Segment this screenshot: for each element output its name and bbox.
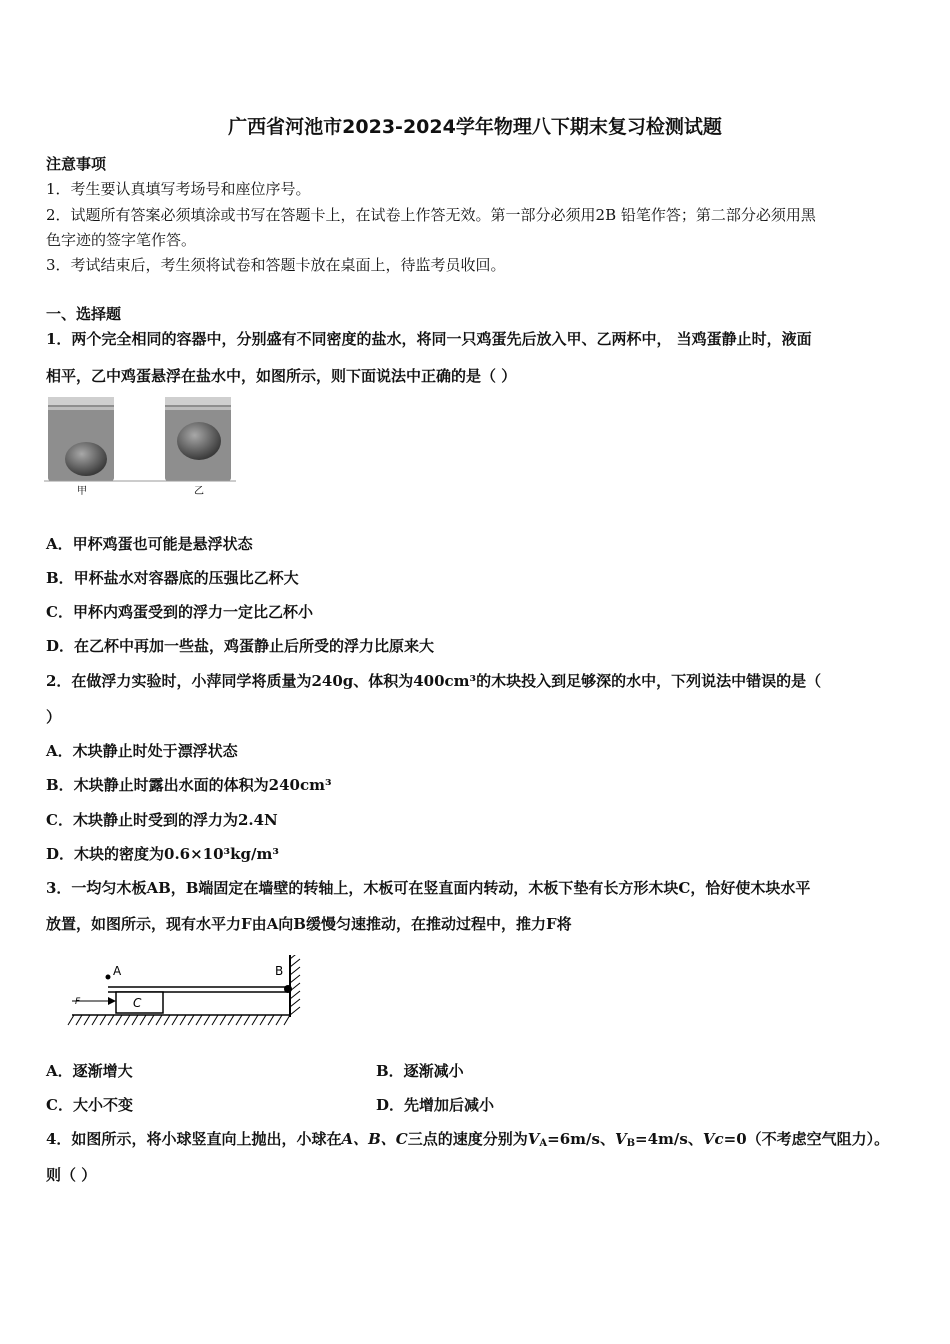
- q3-option-b: B．逐渐减小: [376, 1062, 464, 1080]
- point-a: [106, 975, 111, 980]
- egg-b: [177, 422, 221, 460]
- notice-item-3: 3．考试结束后，考生须将试卷和答题卡放在桌面上，待监考员收回。: [46, 256, 506, 274]
- q1-stem-line2: 相平，乙中鸡蛋悬浮在盐水中，如图所示，则下面说法中正确的是（ ）: [46, 367, 517, 385]
- label-a: A: [113, 964, 122, 978]
- label-c: C: [133, 996, 142, 1010]
- egg-a: [65, 442, 107, 476]
- q1-option-b: B．甲杯盐水对容器底的压强比乙杯大: [46, 569, 299, 587]
- q3-stem-line1: 3．一均匀木板AB，B端固定在墙壁的转轴上，木板可在竖直面内转动，木板下垫有长方形木块C，恰好使木块水平: [46, 879, 811, 897]
- notice-item-2-cont: 色字迹的签字笔作答。: [46, 231, 197, 249]
- pivot-b: [284, 985, 292, 993]
- q4-stem-line1: 4．如图所示，将小球竖直向上抛出，小球在A、B、C三点的速度分别为$V_A=6m/s$、$V_B=4m/s$、Vc=0（不考虑空气阻力）。: [46, 1130, 890, 1149]
- q2-option-d: D．木块的密度为0.6×10³kg/m³: [46, 845, 279, 863]
- label-f: F: [75, 997, 81, 1007]
- q1-option-c: C．甲杯内鸡蛋受到的浮力一定比乙杯小: [46, 603, 313, 621]
- q1-option-a: A．甲杯鸡蛋也可能是悬浮状态: [46, 535, 253, 553]
- label-yi: 乙: [194, 486, 204, 497]
- q3-option-c: C．大小不变: [46, 1096, 133, 1114]
- q1-option-d: D．在乙杯中再加一些盐，鸡蛋静止后所受的浮力比原来大: [46, 637, 435, 655]
- q1-beakers-figure: [44, 395, 239, 500]
- q2-stem-line1: 2．在做浮力实验时，小萍同学将质量为240g、体积为400cm³的木块投入到足够深的水中，下列说法中错误的是（: [46, 672, 822, 690]
- q2-stem-line2: ）: [46, 708, 62, 726]
- section-heading: 一、选择题: [46, 305, 122, 323]
- page-title: 广西省河池市2023-2024学年物理八下期末复习检测试题: [228, 116, 722, 138]
- q1-stem-line1: 1．两个完全相同的容器中，分别盛有不同密度的盐水，将同一只鸡蛋先后放入甲、乙两杯中， 当鸡蛋静止时，液面: [46, 330, 812, 348]
- q3-option-a: A．逐渐增大: [46, 1062, 133, 1080]
- q3-lever-figure: [64, 955, 324, 1040]
- label-b: B: [275, 964, 284, 978]
- q4-stem-line2: 则（ ）: [46, 1166, 97, 1184]
- beaker-a: [48, 397, 114, 481]
- notice-item-1: 1．考生要认真填写考场号和座位序号。: [46, 180, 311, 198]
- q2-option-a: A．木块静止时处于漂浮状态: [46, 742, 238, 760]
- q3-stem-line2: 放置，如图所示，现有水平力F由A向B缓慢匀速推动，在推动过程中，推力F将: [46, 915, 572, 933]
- q2-option-b: B．木块静止时露出水面的体积为240cm³: [46, 776, 332, 794]
- label-jia: 甲: [77, 486, 87, 497]
- notice-item-2: 2．试题所有答案必须填涂或书写在答题卡上，在试卷上作答无效。第一部分必须用2B 铅笔作答；第二部分必须用黑: [46, 206, 816, 224]
- beaker-b: [165, 397, 231, 481]
- notice-heading: 注意事项: [46, 155, 107, 173]
- q3-option-d: D．先增加后减小: [376, 1096, 495, 1114]
- q2-option-c: C．木块静止时受到的浮力为2.4N: [46, 811, 278, 829]
